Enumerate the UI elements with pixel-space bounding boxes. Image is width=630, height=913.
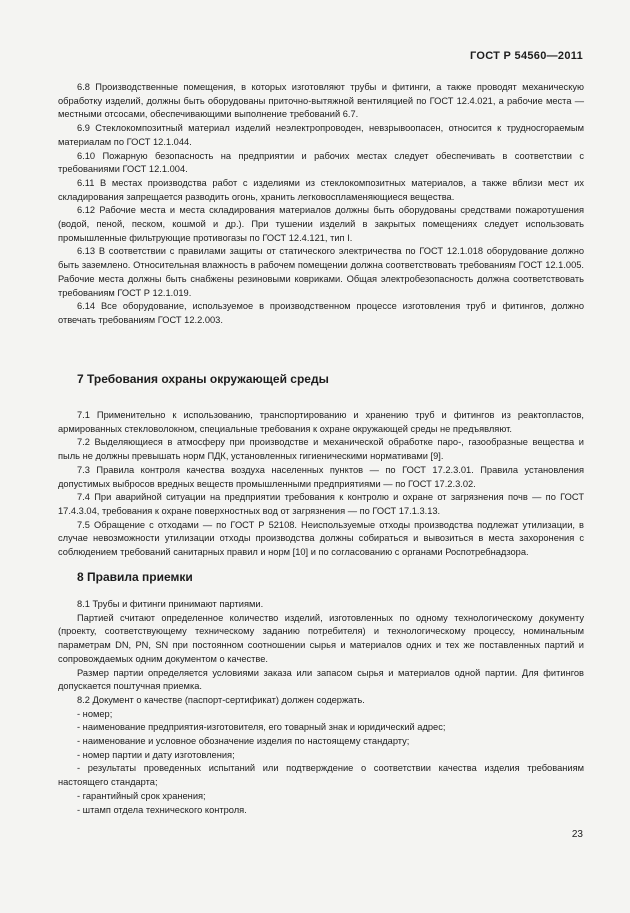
list-item: - наименование предприятия-изготовителя, его товарный знак и юридический адрес; bbox=[77, 722, 446, 733]
list-item: - номер партии и дату изготовления; bbox=[77, 749, 235, 760]
list-item: - штамп отдела технического контроля. bbox=[77, 804, 247, 815]
paragraph-8-1: 8.1 Трубы и фитинги принимают партиями. bbox=[77, 599, 264, 609]
paragraph-7-1: 7.1 Применительно к использованию, транспортированию и хранению труб и фитингов из реактопластов, армированных стекловолокном, специальные требования к охране окружающей среды не предъявляют. bbox=[58, 410, 584, 434]
paragraph-6-13: 6.13 В соответствии с правилами защиты от статического электричества по ГОСТ 12.1.018 оборудование должно быть заземлено. Относительная влажность в рабочем помещении должна соответствовать требованиям ГОСТ 12.1.005. Рабочие места должны быть снабжены резиновыми ковриками. Общая электробезопасность должна соответствовать требованиям ГОСТ Р 12.1.019. bbox=[58, 246, 584, 298]
paragraph-7-2: 7.2 Выделяющиеся в атмосферу при производстве и механической обработке паро-, газообразные вещества и пыль не должны превышать норм ПДК, установленных гигиеническими нормативами [9]. bbox=[58, 437, 584, 462]
section-7-text bbox=[58, 409, 584, 560]
section-8-heading: 8 Правила приемки bbox=[77, 570, 193, 584]
paragraph-6-12: 6.12 Рабочие места и места складирования материалов должны быть оборудованы средствами пожаротушения (водой, пеной, песком, кошмой и др.). При тушении изделий в закрытых помещениях следует использовать промышленные фильтрующие противогазы по ГОСТ 12.4.121, тип I. bbox=[58, 205, 584, 243]
paragraph-6-8: 6.8 Производственные помещения, в которых изготовляют трубы и фитинги, а также проводят механическую обработку изделий, должны быть оборудованы приточно-вытяжной вентиляцией по ГОСТ 12.4.021, а рабочие места — местными отсосами, обеспечивающими выполнение требований 6.7. bbox=[58, 82, 584, 120]
paragraph-7-4: 7.4 При аварийной ситуации на предприятии требования к контролю и охране от загрязнения почв — по ГОСТ 17.4.3.04, требования к охране поверхностных вод от загрязнения — по ГОСТ 17.1.3.13. bbox=[58, 492, 584, 516]
paragraph-7-3: 7.3 Правила контроля качества воздуха населенных пунктов — по ГОСТ 17.2.3.01. Правила установления допустимых выбросов вредных веществ промышленными предприятиями — по ГОСТ 17.2.3.02. bbox=[58, 464, 584, 489]
list-item: - наименование и условное обозначение изделия по настоящему стандарту; bbox=[77, 736, 410, 747]
paragraph-6-14: 6.14 Все оборудование, используемое в производственном процессе изготовления труб и фитингов, должно отвечать требованиям ГОСТ 12.2.003. bbox=[58, 301, 584, 325]
paragraph-batch-definition: Партией считают определенное количество изделий, изготовленных по одному технологическому документу (проекту, соответствующему техническому заданию потребителя) и технологическому процессу, номинальным параметрам DN, PN, SN при постоянном соотношении сырья и материалов одних и тех же поставленных партий и сопровождаемых одним документом о качестве. bbox=[58, 612, 584, 664]
section-7-heading: 7 Требования охраны окружающей среды bbox=[77, 372, 329, 386]
paragraph-8-2: 8.2 Документ о качестве (паспорт-сертификат) должен содержать. bbox=[77, 694, 365, 705]
paragraph-6-11: 6.11 В местах производства работ с изделиями из стеклокомпозитных материалов, а также вблизи мест их складирования запрещается разводить огонь, хранить легковоспламеняющиеся вещества. bbox=[58, 177, 584, 202]
list-item: - результаты проведенных испытаний или подтверждение о соответствии качества изделия требованиям настоящего стандарта; bbox=[58, 763, 584, 788]
section-8-text bbox=[58, 598, 584, 817]
document-header: ГОСТ Р 54560—2011 bbox=[469, 50, 583, 62]
paragraph-6-9: 6.9 Стеклокомпозитный материал изделий неэлектропроводен, невзрывоопасен, относится к трудносгораемым материалам по ГОСТ 12.1.044. bbox=[58, 123, 584, 147]
paragraph-batch-size: Размер партии определяется условиями заказа или запасом сырья и материалов одной партии. Для фитингов допускается поштучная приемка. bbox=[58, 667, 584, 692]
paragraph-7-5: 7.5 Обращение с отходами — по ГОСТ Р 52108. Неиспользуемые отходы производства подлежат утилизации, в случае невозможности утилизации отходы производства должны собираться и вывозиться в места захоронения с соблюдением требований санитарных правил и норм [10] и по согласованию с органами Роспотребнадзора. bbox=[58, 519, 584, 558]
paragraph-6-10: 6.10 Пожарную безопасность на предприятии и рабочих местах следует обеспечивать в соответствии с требованиями ГОСТ 12.1.004. bbox=[58, 150, 584, 175]
list-item: - номер; bbox=[77, 708, 113, 719]
list-item: - гарантийный срок хранения; bbox=[77, 790, 206, 801]
page-number: 23 bbox=[571, 829, 583, 840]
section-6-text bbox=[58, 81, 584, 328]
